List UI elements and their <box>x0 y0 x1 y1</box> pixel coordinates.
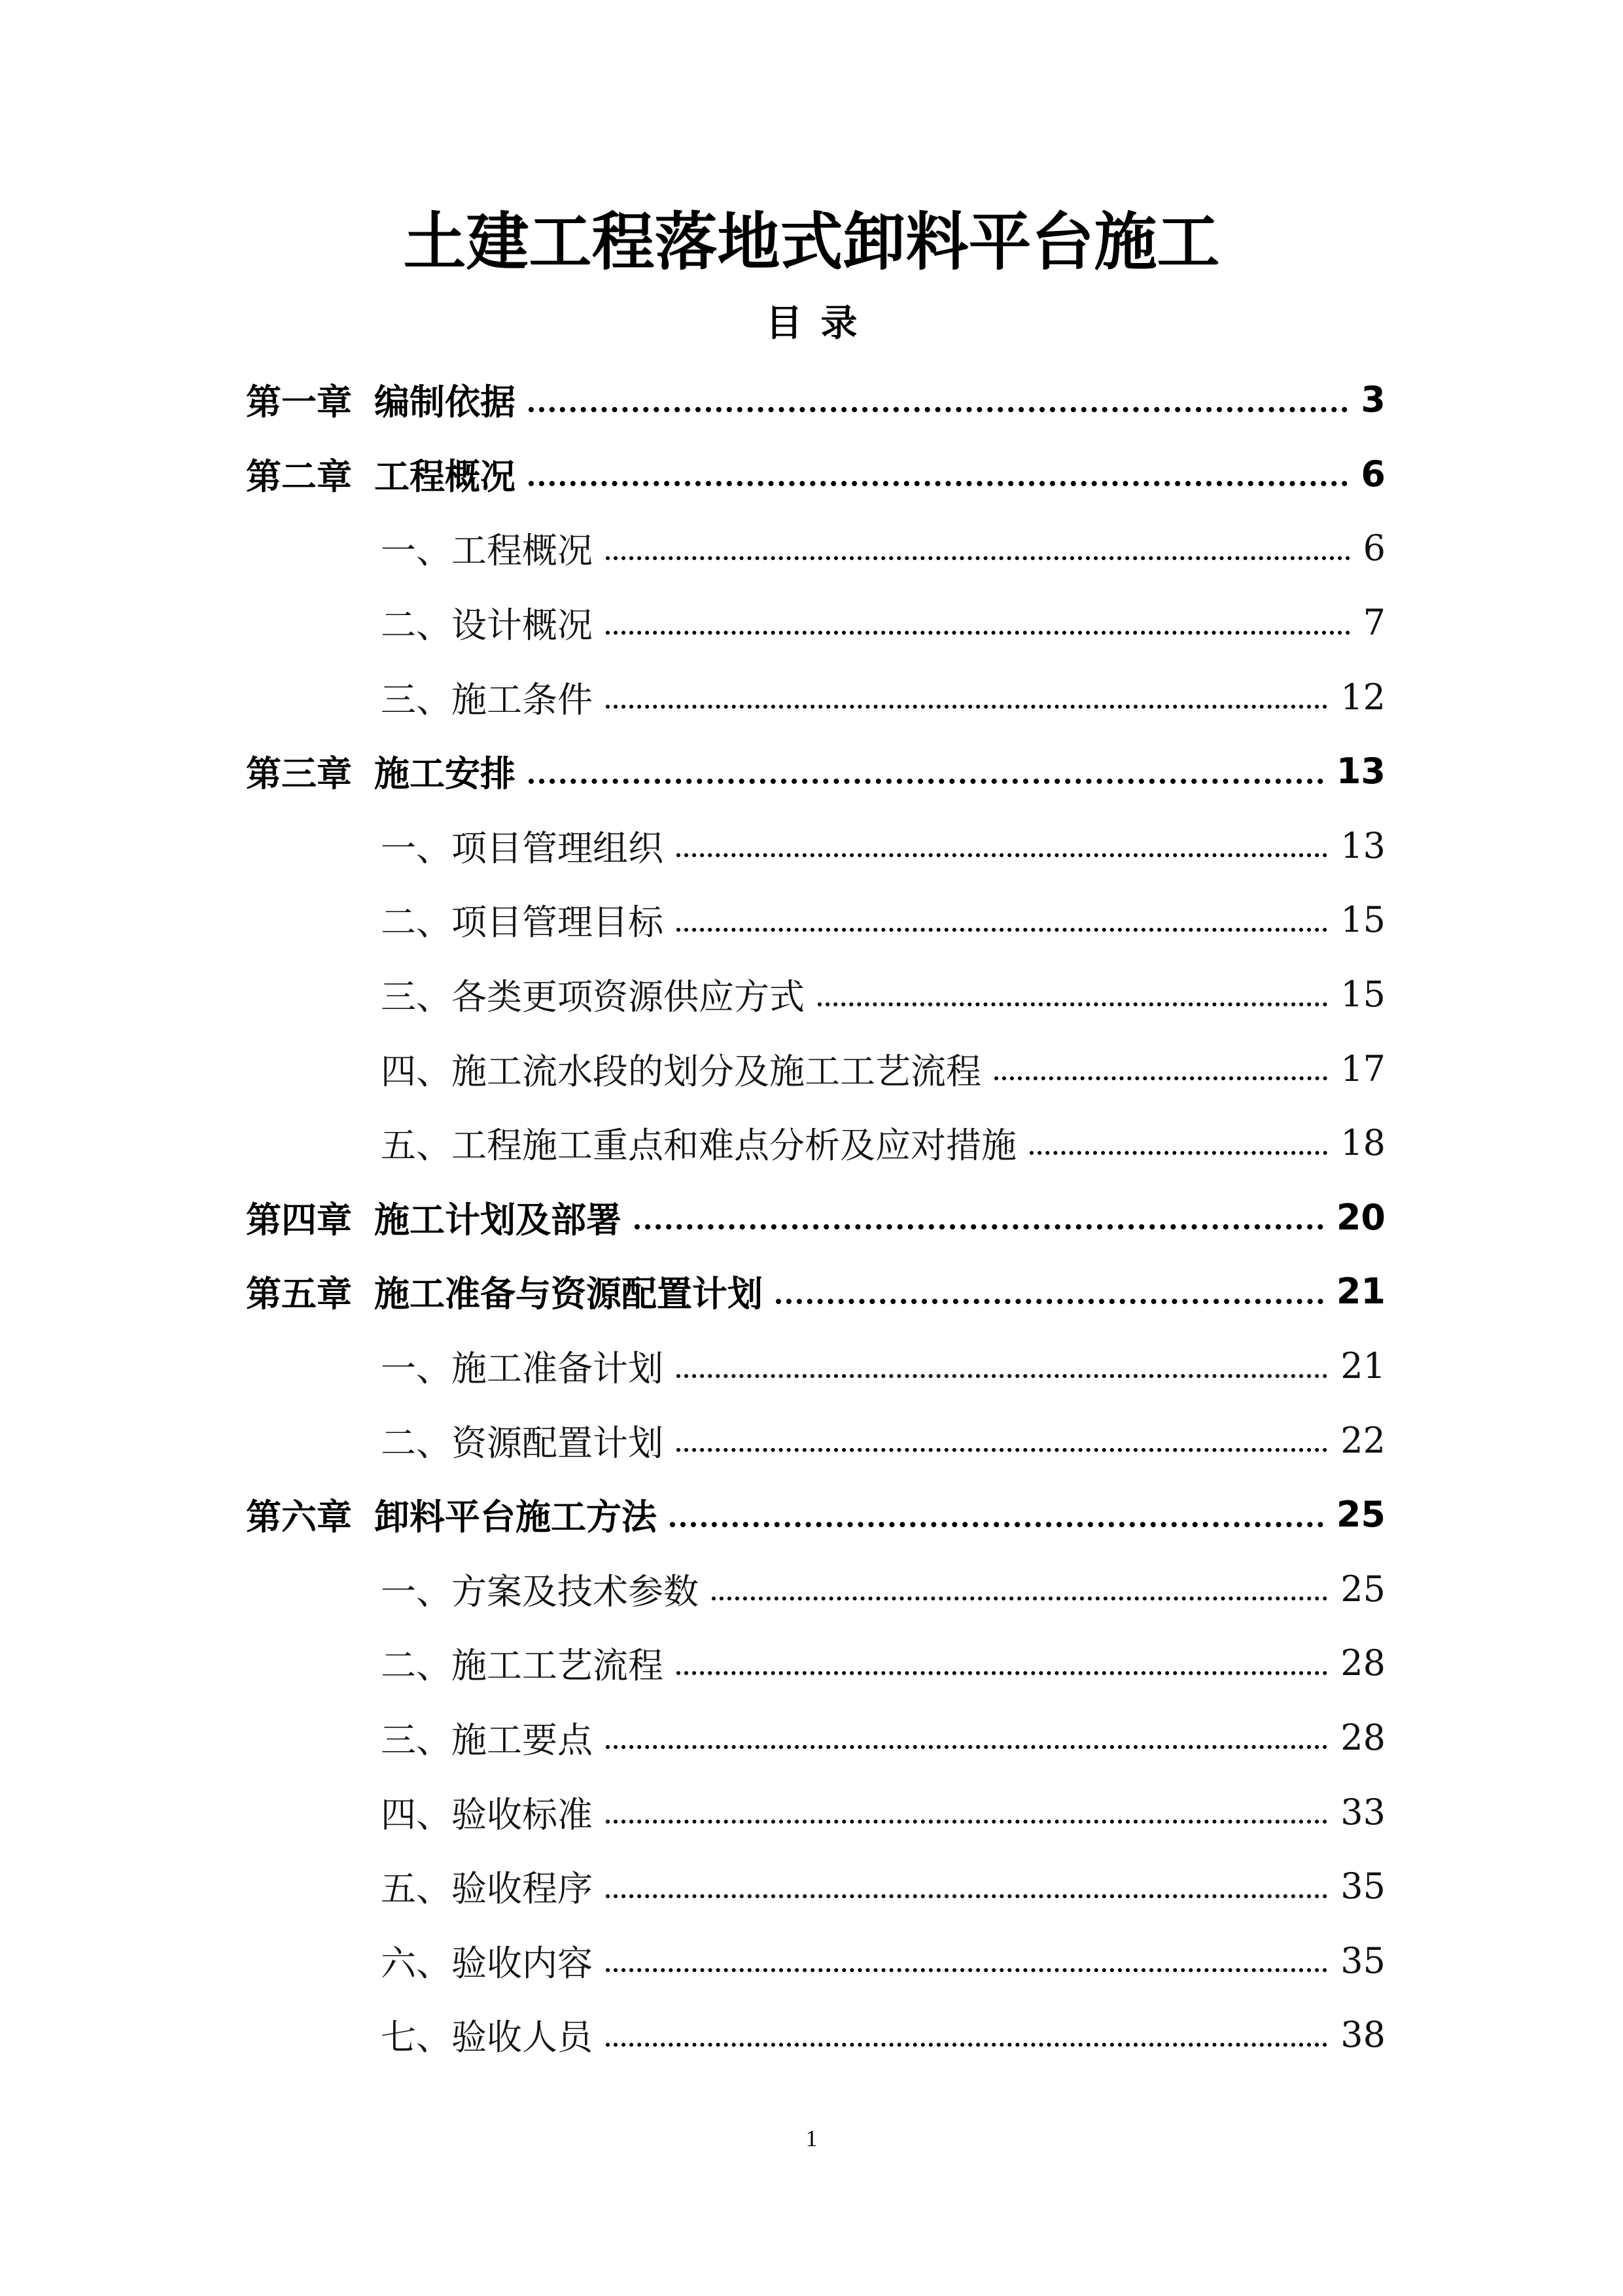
toc-dot-leader <box>712 1597 1327 1600</box>
toc-section-entry[interactable] <box>246 1701 1386 1775</box>
toc-chapter-entry[interactable] <box>246 437 1386 512</box>
toc-page-number: 21 <box>1336 1271 1386 1313</box>
toc-section-entry[interactable] <box>246 511 1386 586</box>
toc-page-number: 18 <box>1340 1122 1386 1164</box>
toc-page-number: 13 <box>1340 824 1386 866</box>
toc-dot-leader <box>676 928 1327 932</box>
toc-page-number: 28 <box>1340 1642 1386 1684</box>
toc-entry-label: 五、验收程序 <box>381 1868 593 1910</box>
toc-dot-leader <box>676 1671 1327 1675</box>
toc-section-entry[interactable] <box>246 957 1386 1032</box>
toc-heading: 目录 <box>765 302 876 345</box>
toc-entry-label: 二、设计概况 <box>381 605 593 646</box>
toc-section-entry[interactable] <box>246 586 1386 660</box>
toc-chapter-entry[interactable] <box>246 1477 1386 1552</box>
toc-dot-leader <box>606 705 1327 709</box>
toc-entry-label: 七、验收人员 <box>381 2017 593 2058</box>
toc-dot-leader <box>676 1374 1327 1378</box>
toc-page-number: 20 <box>1336 1196 1386 1238</box>
toc-page-number: 33 <box>1340 1791 1386 1833</box>
toc-entry-label <box>246 1192 621 1243</box>
toc-page-number: 7 <box>1363 602 1386 644</box>
toc-page-number: 6 <box>1363 527 1386 569</box>
toc-dot-leader <box>529 779 1323 784</box>
toc-section-entry[interactable] <box>246 1775 1386 1849</box>
toc-entry-label: 一、施工准备计划 <box>381 1348 663 1390</box>
toc-chapter-entry[interactable] <box>246 734 1386 809</box>
toc-chapter-entry[interactable] <box>246 1254 1386 1329</box>
toc-dot-leader <box>606 631 1350 635</box>
toc-section-entry[interactable] <box>246 1998 1386 2072</box>
toc-page-number: 15 <box>1340 974 1386 1016</box>
toc-section-entry[interactable] <box>246 883 1386 957</box>
toc-chapter-number: 第二章 <box>246 455 352 497</box>
toc-entry-label <box>246 1489 657 1540</box>
toc-chapter-entry[interactable] <box>246 1180 1386 1255</box>
toc-section-entry[interactable] <box>246 1849 1386 1924</box>
document-title: 土建工程落地式卸料平台施工 <box>403 205 1220 279</box>
page-number: 1 <box>805 2125 818 2151</box>
toc-chapter-title: 施工安排 <box>374 753 515 795</box>
toc-chapter-entry[interactable] <box>246 362 1386 437</box>
toc-entry-label <box>246 449 515 499</box>
toc-dot-leader <box>994 1076 1327 1080</box>
toc-section-entry[interactable] <box>246 1626 1386 1701</box>
toc-entry-label: 一、项目管理组织 <box>381 827 663 869</box>
toc-dot-leader <box>529 481 1348 486</box>
toc-page-number: 12 <box>1340 676 1386 718</box>
toc-entry-label: 二、资源配置计划 <box>381 1422 663 1464</box>
toc-dot-leader <box>635 1224 1323 1229</box>
toc-entry-label: 三、施工要点 <box>381 1719 593 1761</box>
toc-dot-leader <box>606 1894 1327 1898</box>
toc-chapter-number: 第一章 <box>246 381 352 423</box>
toc-page-number: 22 <box>1340 1419 1386 1461</box>
toc-chapter-number: 第五章 <box>246 1273 352 1315</box>
toc-chapter-title: 施工准备与资源配置计划 <box>374 1273 763 1315</box>
toc-page-number: 3 <box>1361 379 1386 421</box>
table-of-contents <box>246 362 1386 2072</box>
toc-dot-leader <box>676 853 1327 857</box>
toc-entry-label: 六、验收内容 <box>381 1942 593 1984</box>
toc-entry-label: 五、工程施工重点和难点分析及应对措施 <box>381 1125 1017 1167</box>
toc-dot-leader <box>818 1002 1327 1006</box>
toc-dot-leader <box>606 556 1350 560</box>
toc-page-number: 21 <box>1340 1345 1386 1387</box>
toc-chapter-title: 工程概况 <box>374 455 515 497</box>
toc-dot-leader <box>676 1448 1327 1452</box>
toc-page-number: 25 <box>1340 1568 1386 1610</box>
toc-dot-leader <box>606 1968 1327 1972</box>
toc-entry-label: 四、验收标准 <box>381 1793 593 1835</box>
toc-page-number: 35 <box>1340 1939 1386 1981</box>
toc-dot-leader <box>606 1820 1327 1824</box>
toc-chapter-title: 施工计划及部署 <box>374 1199 621 1241</box>
toc-page-number: 25 <box>1336 1494 1386 1536</box>
toc-page-number: 17 <box>1340 1048 1386 1089</box>
toc-dot-leader <box>606 2043 1327 2047</box>
toc-section-entry[interactable] <box>246 1403 1386 1477</box>
toc-entry-label <box>246 746 515 796</box>
toc-dot-leader <box>529 407 1348 412</box>
toc-entry-label: 二、项目管理目标 <box>381 902 663 944</box>
toc-chapter-title: 卸料平台施工方法 <box>374 1496 657 1538</box>
toc-section-entry[interactable] <box>246 1031 1386 1106</box>
toc-entry-label: 二、施工工艺流程 <box>381 1645 663 1687</box>
toc-entry-label: 四、施工流水段的划分及施工工艺流程 <box>381 1050 981 1092</box>
toc-chapter-number: 第四章 <box>246 1199 352 1241</box>
toc-dot-leader <box>670 1522 1323 1527</box>
toc-page-number: 6 <box>1361 453 1386 495</box>
toc-section-entry[interactable] <box>246 1923 1386 1998</box>
toc-page-number: 15 <box>1340 899 1386 941</box>
toc-section-entry[interactable] <box>246 809 1386 883</box>
toc-page-number: 38 <box>1340 2014 1386 2056</box>
toc-page-number: 35 <box>1340 1865 1386 1907</box>
toc-entry-label: 一、方案及技术参数 <box>381 1570 699 1612</box>
toc-chapter-title: 编制依据 <box>374 381 515 423</box>
toc-section-entry[interactable] <box>246 660 1386 734</box>
toc-section-entry[interactable] <box>246 1329 1386 1404</box>
toc-entry-label: 三、各类更项资源供应方式 <box>381 976 805 1018</box>
toc-entry-label <box>246 374 515 425</box>
toc-dot-leader <box>1030 1151 1327 1155</box>
toc-dot-leader <box>776 1299 1323 1304</box>
toc-section-entry[interactable] <box>246 1552 1386 1627</box>
toc-page-number: 28 <box>1340 1716 1386 1758</box>
toc-page-number: 13 <box>1336 751 1386 792</box>
toc-dot-leader <box>606 1745 1327 1749</box>
toc-chapter-number: 第三章 <box>246 753 352 795</box>
toc-chapter-number: 第六章 <box>246 1496 352 1538</box>
toc-entry-label <box>246 1266 763 1316</box>
toc-entry-label: 三、施工条件 <box>381 679 593 720</box>
toc-section-entry[interactable] <box>246 1106 1386 1180</box>
toc-entry-label: 一、工程概况 <box>381 530 593 572</box>
